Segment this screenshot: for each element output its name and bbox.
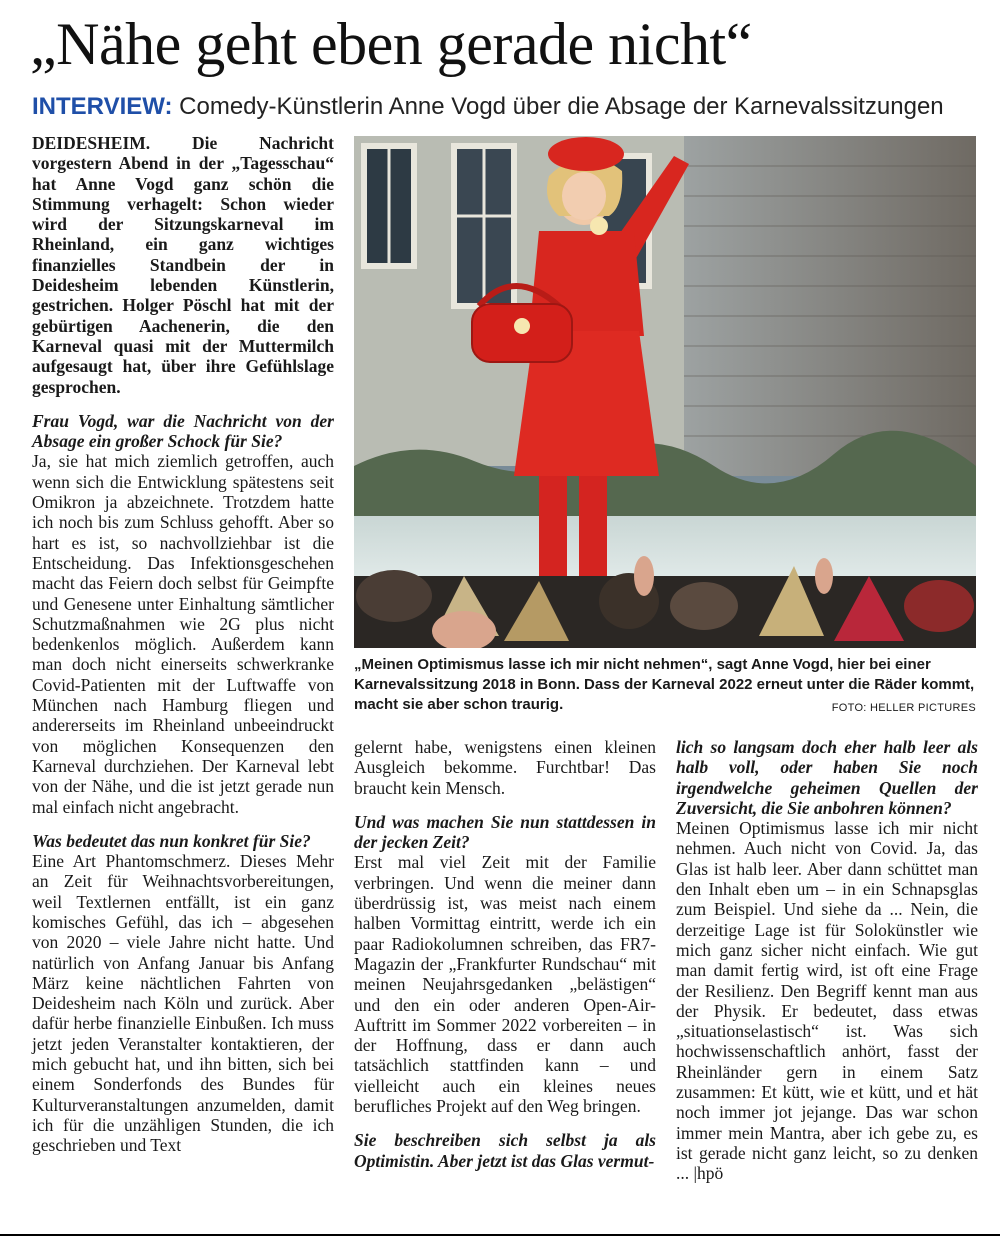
interview-answer-2-part-2: gelernt habe, wenigstens einen kleinen Ausgleich bekomme. Furchtbar! Das braucht kein Mensch. [354,737,656,798]
article-intro: DEIDESHEIM. Die Nachricht vorgestern Abend in der „Tagesschau“ hat Anne Vogd ganz schön die Stimmung verhagelt: Schon wieder wird der Sitzungskarneval im Rheinland, ein ganz wichtiges finanzielles Standbein der in Deidesheim lebenden Künstlerin, gestrichen. Holger Pöschl hat mit der gebürtigen Aachenerin, die den Karneval quasi mit der Muttermilch aufgesaugt hat, über ihre Gefühlslage gesprochen. [32,133,334,397]
subhead-text: Comedy-Künstlerin Anne Vogd über die Absage der Karnevalssitzungen [179,93,944,120]
subheadline [32,92,982,122]
performer-on-stage-illustration [354,136,976,648]
article-column-1 [32,133,334,1156]
interview-answer-4: Meinen Optimismus lasse ich mir nicht nehmen. Auch nicht von Covid. Ja, das Glas ist halb leer. Aber dann schüttet man den Inhalt eben um – in ein Schnapsglas zum Beispiel. Und siehe da ... Nein, die derzeitige Lage ist für Solokünstler wie mich ganz sicher nicht einfach. Wie gut man damit fertig wird, ist oft eine Frage der Resilienz. Den Begriff kennt man aus der Physik. Er bedeutet, dass etwas „situationselastisch“ ist. Was sich hochwissenschaftlich anhört, fasst der Rheinländer gern in einem Satz zusammen: Et kütt, wie et kütt, und et hät noch immer jot jejange. Das war schon immer mein Mantra, aber ich gebe zu, es ist gerade nicht ganz leicht, so zu denken ... |hpö [676,818,978,1184]
subhead-kicker: INTERVIEW: [32,93,173,120]
interview-question-3: Und was machen Sie nun stattdessen in der jecken Zeit? [354,811,656,853]
photo-credit: FOTO: HELLER PICTURES [831,702,976,714]
article-photo [354,136,976,648]
interview-answer-3: Erst mal viel Zeit mit der Familie verbringen. Und wenn die meiner dann überdrüssig ist, was meist nach einem halben Vormittag eintritt, werde ich ein paar Radiokolumnen schreiben, das FR7-Magazin der „Frankfurter Rundschau“ mit meinen Neujahrsgedanken „belästigen“ und den ein oder anderen Open-Air-Auftritt im Sommer 2022 vorbereiten – in der Hoffnung, dass er dann auch tatsächlich stattfinden kann – und vielleicht auch ein kleines neues berufliches Projekt auf den Weg bringen. [354,852,656,1117]
caption-text: „Meinen Optimismus lasse ich mir nicht nehmen“, sagt Anne Vogd, hier bei einer Karnevalssitzung 2018 in Bonn. Dass der Karneval 2022 erneut unter die Räder kommt, macht sie aber schon traurig. [354,656,975,713]
photo-caption [354,655,976,718]
interview-question-1: Frau Vogd, war die Nachricht von der Absage ein großer Schock für Sie? [32,410,334,452]
interview-question-4-part-2: lich so langsam doch eher halb leer als halb voll, oder haben Sie noch irgendwelche geheimen Quellen der Zuversicht, die Sie anbohren können? [676,737,978,818]
headline: „Nähe geht eben gerade nicht“ [30,11,752,77]
interview-answer-1: Ja, sie hat mich ziemlich getroffen, auch wenn sich die Entwicklung spätestens seit Omikron ja abzeichnete. Trotzdem hatte ich noch bis zum Schluss gehofft. Aber so hart es ist, so nachvollziehbar ist die Entscheidung. Das Infektionsgeschehen macht das Feiern doch selbst für Geimpfte und Genesene unter Einhaltung sämtlicher Schutzmaßnahmen wie 2G plus nicht bedenkenlos möglich. Außerdem kann man doch nicht einerseits schwerkranke Covid-Patienten mit der Luftwaffe von München nach Hamburg fliegen und andererseits im Rheinland unbeeindruckt von möglichen Konsequenzen den Karneval durchziehen. Der Karneval lebt von der Nähe, und die ist jetzt gerade nun mal einfach nicht angebracht. [32,451,334,817]
article-column-2 [354,737,656,1171]
interview-question-4-part-1: Sie beschreiben sich selbst ja als Optimistin. Aber jetzt ist das Glas vermut- [354,1130,656,1171]
interview-question-2: Was bedeutet das nun konkret für Sie? [32,830,311,851]
interview-answer-2-part-1: Eine Art Phantomschmerz. Dieses Mehr an Zeit für Weihnachtsvorbereitungen, weil Textlernen entfällt, ist ein ganz komisches Gefühl, das ich – abgesehen von 2020 – viele Jahre nicht hatte. Und natürlich von Anfang Januar bis Anfang März keine nächtlichen Fahrten von Deidesheim nach Köln und zurück. Aber dafür herbe finanzielle Einbußen. Ich muss jetzt jeden Veranstalter kontaktieren, der mich gebucht hat, und ihn bitten, sich bei einem Sonderfonds des Bundes für Kulturveranstaltungen anzumelden, damit ich für die unzähligen Stunden, die ich geschrieben und Text [32,851,334,1156]
article-column-3 [676,737,978,1184]
